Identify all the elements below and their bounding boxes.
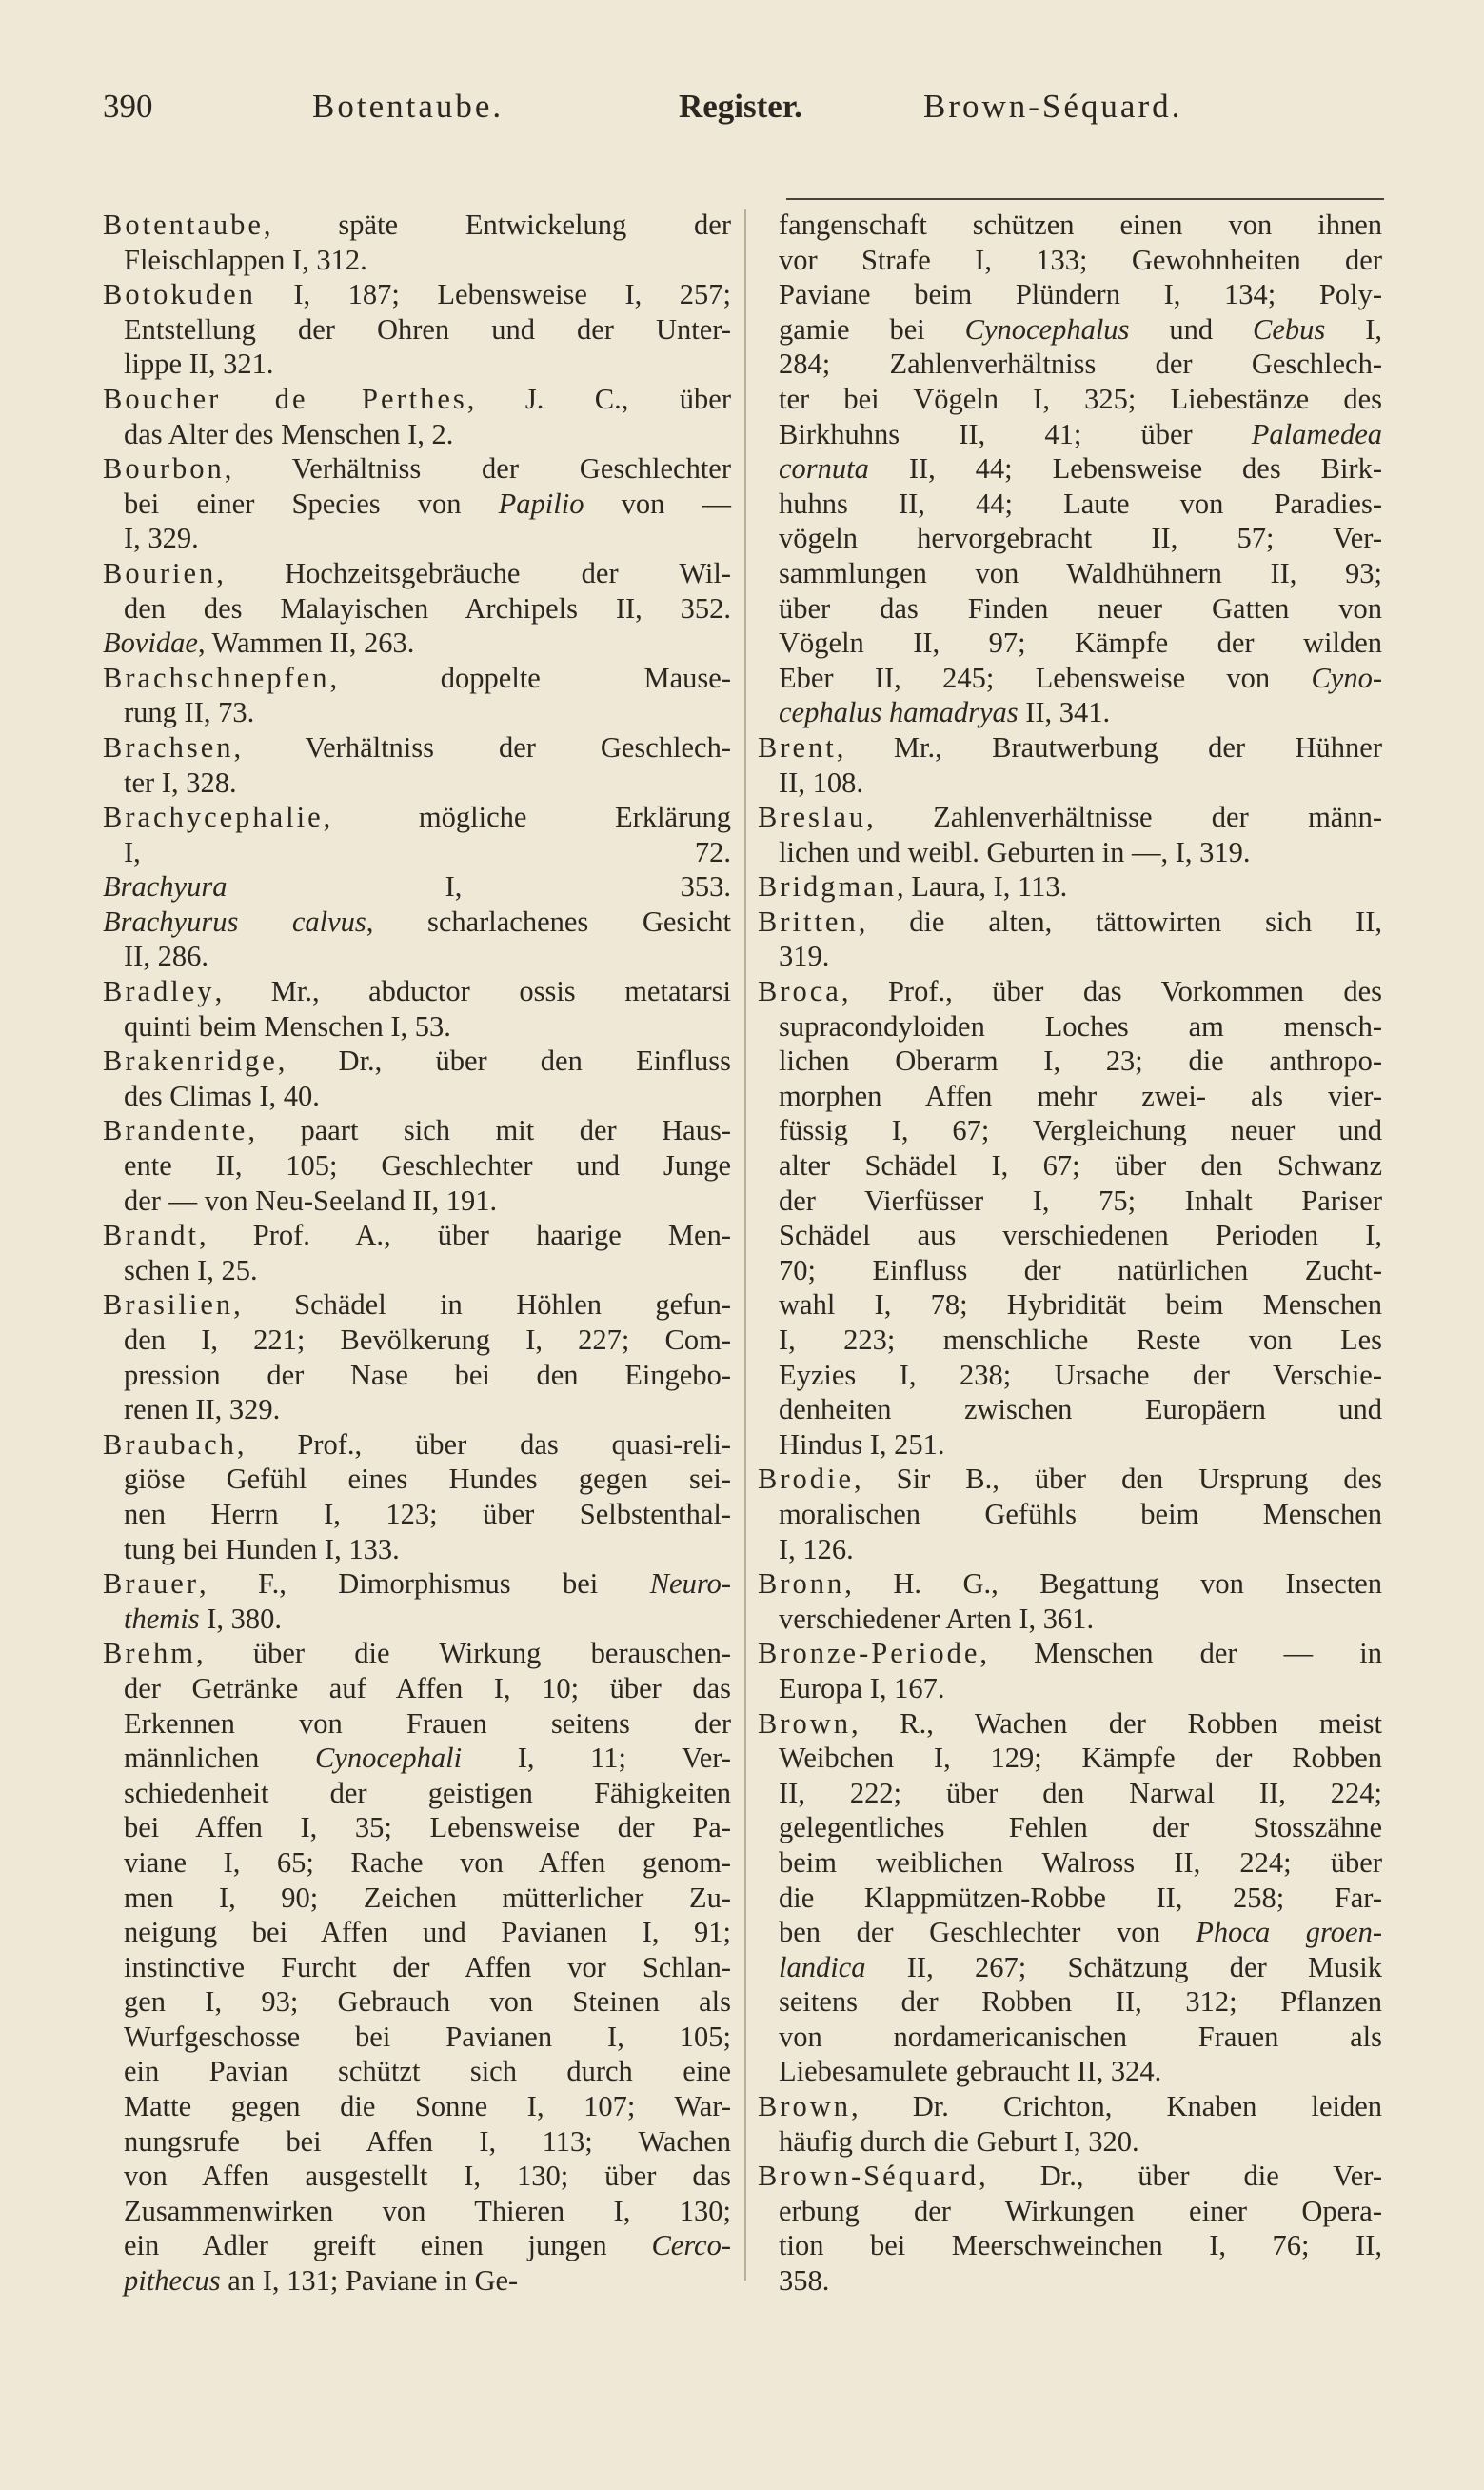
entry-text: an I, 131; Paviane in Ge- xyxy=(220,2264,519,2298)
entry-text: von Affen ausgestellt I, 130; über das xyxy=(124,2160,731,2193)
index-line xyxy=(758,766,1382,801)
entry-text: , Prof., über das Vorkommen des xyxy=(841,975,1382,1008)
index-line xyxy=(103,2054,731,2089)
entry-text: und xyxy=(1129,312,1254,346)
entry-text: Birkhuhns II, 41; über xyxy=(779,417,1252,450)
entry-text: füssig I, 67; Vergleichung neuer und xyxy=(779,1114,1382,1147)
index-line xyxy=(103,800,731,835)
entry-headword: Broca xyxy=(758,975,841,1008)
entry-text: , Schädel in Höhlen gefun- xyxy=(233,1288,731,1322)
entry-headword: Bourien xyxy=(103,556,217,589)
right-guide-word: Brown-Séquard. xyxy=(923,88,1183,125)
index-line xyxy=(758,1602,1382,1637)
entry-text: bei einer Species von xyxy=(124,487,499,520)
entry-text: giöse Gefühl eines Hundes gegen sei- xyxy=(124,1463,731,1496)
index-line xyxy=(103,2089,731,2124)
index-line xyxy=(103,1253,731,1288)
index-line xyxy=(103,939,731,974)
entry-headword: Brandente xyxy=(103,1114,248,1147)
entry-headword: Brown xyxy=(758,2090,852,2123)
entry-text: schiedenheit der geistigen Fähigkeiten xyxy=(124,1776,731,1809)
index-line xyxy=(758,277,1382,312)
entry-text: verschiedener Arten I, 361. xyxy=(779,1602,1095,1635)
index-line xyxy=(103,1113,731,1148)
entry-text: Entstellung der Ohren und der Unter- xyxy=(124,312,731,346)
entry-text: , J. C., über xyxy=(466,382,731,415)
header-rule xyxy=(786,198,1384,200)
entry-text: I, 223; menschliche Reste von Les xyxy=(779,1324,1382,1356)
index-line xyxy=(758,1218,1382,1253)
entry-text: moralischen Gefühls beim Menschen xyxy=(779,1497,1382,1530)
index-line xyxy=(758,1358,1382,1393)
entry-text: tion bei Meerschweinchen I, 76; II, xyxy=(779,2229,1382,2262)
entry-text: fangenschaft schützen einen von ihnen xyxy=(779,209,1382,241)
index-line xyxy=(103,382,731,417)
entry-headword: Braubach xyxy=(103,1427,237,1461)
entry-text: men I, 90; Zeichen mütterlicher Zu- xyxy=(124,1881,731,1914)
entry-text: , Laura, I, 113. xyxy=(897,870,1068,904)
entry-text: bei Affen I, 35; Lebensweise der Pa- xyxy=(124,1811,731,1844)
italic-term: Cynocephali xyxy=(314,1742,463,1775)
entry-text: , Dr. Crichton, Knaben leiden xyxy=(851,2090,1382,2123)
index-line xyxy=(758,2194,1382,2229)
entry-headword: Bridgman xyxy=(758,870,897,904)
entry-text: , späte Entwickelung der xyxy=(263,209,731,241)
entry-text: Eber II, 245; Lebensweise von xyxy=(779,661,1312,694)
index-line xyxy=(758,1323,1382,1358)
index-line xyxy=(758,1915,1382,1950)
entry-headword: Brown-Séquard xyxy=(758,2160,979,2193)
entry-text: I, 329. xyxy=(124,522,199,555)
index-line xyxy=(758,2020,1382,2055)
index-line xyxy=(758,869,1382,905)
italic-term: Cerco- xyxy=(651,2229,731,2262)
italic-term: Brachyurus calvus xyxy=(103,905,366,938)
entry-headword: Bronze-Periode xyxy=(758,1637,980,1670)
entry-headword: Bradley xyxy=(103,975,215,1008)
index-line xyxy=(758,1462,1382,1497)
entry-text: neigung bei Affen und Pavianen I, 91; xyxy=(124,1916,731,1949)
entry-text: I, 72. xyxy=(124,835,731,868)
entry-text: viane I, 65; Rache von Affen genom- xyxy=(124,1845,731,1879)
entry-headword: Brandt xyxy=(103,1219,200,1252)
index-line xyxy=(758,2054,1382,2089)
entry-text: rung II, 73. xyxy=(124,696,255,729)
index-line xyxy=(103,208,731,243)
index-line xyxy=(758,1079,1382,1114)
entry-text: , Mr., Brautwerbung der Hühner xyxy=(836,730,1382,764)
entry-text: , Prof. A., über haarige Men- xyxy=(199,1219,731,1252)
entry-text: Zusammenwirken von Thieren I, 130; xyxy=(124,2194,731,2227)
entry-headword: Bronn xyxy=(758,1567,845,1601)
index-line xyxy=(103,277,731,312)
index-line xyxy=(758,2159,1382,2194)
entry-text: wahl I, 78; Hybridität beim Menschen xyxy=(779,1288,1382,1322)
entry-text: Wurfgeschosse bei Pavianen I, 105; xyxy=(124,2020,731,2053)
entry-headword: Brehm xyxy=(103,1637,197,1670)
entry-text: vor Strafe I, 133; Gewohnheiten der xyxy=(779,243,1382,276)
index-line xyxy=(758,1184,1382,1219)
entry-text: , Sir B., über den Ursprung des xyxy=(854,1463,1382,1496)
index-line xyxy=(103,591,731,627)
entry-text: ente II, 105; Geschlechter und Junge xyxy=(124,1149,731,1183)
index-line xyxy=(758,1427,1382,1463)
index-line xyxy=(758,835,1382,870)
index-line xyxy=(103,487,731,522)
entry-text: gen I, 93; Gebrauch von Steinen als xyxy=(124,1985,731,2019)
index-line xyxy=(103,1044,731,1079)
index-line xyxy=(103,1566,731,1602)
entry-text: Erkennen von Frauen seitens der xyxy=(124,1706,731,1740)
index-line xyxy=(758,1253,1382,1288)
index-line xyxy=(103,243,731,278)
italic-term: cephalus hamadryas xyxy=(779,696,1019,729)
entry-headword: Bourbon xyxy=(103,452,225,486)
index-line xyxy=(103,2124,731,2160)
index-line xyxy=(103,2020,731,2055)
index-line xyxy=(103,1602,731,1637)
index-line xyxy=(758,2089,1382,2124)
italic-term: Bovidae xyxy=(103,627,198,660)
index-line xyxy=(758,1741,1382,1776)
entry-text: , Verhältniss der Geschlechter xyxy=(224,452,731,486)
entry-text: I, 353. xyxy=(227,870,731,904)
index-line xyxy=(758,487,1382,522)
index-line xyxy=(758,347,1382,382)
entry-text: erbung der Wirkungen einer Opera- xyxy=(779,2194,1382,2227)
index-line xyxy=(758,556,1382,591)
entry-text: II, 341. xyxy=(1018,696,1111,729)
entry-text: schen I, 25. xyxy=(124,1253,258,1286)
index-line xyxy=(103,1427,731,1463)
entry-text: vögeln hervorgebracht II, 57; Ver- xyxy=(779,522,1382,555)
index-line xyxy=(758,1636,1382,1671)
entry-headword: Brakenridge xyxy=(103,1045,278,1078)
index-line xyxy=(103,661,731,696)
index-line xyxy=(103,2263,731,2299)
entry-text: lichen und weibl. Geburten in —, I, 319. xyxy=(779,835,1251,868)
index-line xyxy=(758,2228,1382,2263)
index-line xyxy=(103,521,731,556)
index-line xyxy=(103,1323,731,1358)
entry-text: ter bei Vögeln I, 325; Liebestänze des xyxy=(779,382,1382,415)
index-line xyxy=(103,1392,731,1427)
entry-text: I, 187; Lebensweise I, 257; xyxy=(255,278,731,311)
index-line xyxy=(758,382,1382,417)
entry-text: supracondyloiden Loches am mensch- xyxy=(779,1009,1382,1043)
index-column-left xyxy=(103,208,731,2299)
italic-term: Phoca groen- xyxy=(1196,1916,1382,1949)
entry-text: Paviane beim Plündern I, 134; Poly- xyxy=(779,278,1382,311)
index-line xyxy=(103,1009,731,1045)
entry-text: beim weiblichen Walross II, 224; über xyxy=(779,1845,1382,1879)
italic-term: themis xyxy=(124,1602,200,1635)
entry-text: II, 108. xyxy=(779,766,863,799)
entry-text: 70; Einfluss der natürlichen Zucht- xyxy=(779,1253,1382,1286)
entry-headword: Brodie xyxy=(758,1463,855,1496)
index-line xyxy=(758,1566,1382,1602)
entry-text: der Vierfüsser I, 75; Inhalt Pariser xyxy=(779,1184,1382,1217)
index-line xyxy=(103,1984,731,2020)
entry-headword: Botentaube xyxy=(103,209,264,241)
italic-term: Palamedea xyxy=(1251,417,1382,450)
index-line xyxy=(103,1915,731,1950)
entry-text: , Menschen der — in xyxy=(979,1637,1382,1670)
index-line xyxy=(103,451,731,487)
entry-text: , Wammen II, 263. xyxy=(197,627,415,660)
entry-text: tung bei Hunden I, 133. xyxy=(124,1532,400,1565)
entry-text: I, 126. xyxy=(779,1532,854,1565)
entry-text: den I, 221; Bevölkerung I, 227; Com- xyxy=(124,1324,731,1356)
entry-text: Hindus I, 251. xyxy=(779,1427,945,1461)
entry-text: quinti beim Menschen I, 53. xyxy=(124,1009,451,1043)
index-line xyxy=(758,1706,1382,1742)
entry-text: nen Herrn I, 123; über Selbstenthal- xyxy=(124,1497,731,1530)
index-line xyxy=(758,591,1382,627)
index-line xyxy=(103,312,731,348)
entry-headword: Britten xyxy=(758,905,859,938)
index-line xyxy=(758,1671,1382,1706)
index-line xyxy=(103,1462,731,1497)
italic-term: Neuro- xyxy=(649,1567,731,1601)
index-line xyxy=(103,1671,731,1706)
entry-text: , scharlachenes Gesicht xyxy=(366,905,732,938)
italic-term: Brachyura xyxy=(103,870,228,904)
italic-term: Cebus xyxy=(1253,312,1326,346)
index-line xyxy=(103,1636,731,1671)
header-title: Register. xyxy=(679,88,802,125)
running-header xyxy=(103,88,1388,141)
index-line xyxy=(103,1950,731,1985)
italic-term: Cyno- xyxy=(1311,661,1382,694)
entry-text: sammlungen von Waldhühnern II, 93; xyxy=(779,556,1382,589)
entry-text: der Getränke auf Affen I, 10; über das xyxy=(124,1671,731,1704)
index-line xyxy=(758,1497,1382,1532)
index-line xyxy=(103,2159,731,2194)
entry-headword: Brachycephalie xyxy=(103,801,324,834)
entry-text: , über die Wirkung berauschen- xyxy=(196,1637,731,1670)
index-line xyxy=(758,312,1382,348)
index-line xyxy=(758,1810,1382,1845)
index-line xyxy=(103,556,731,591)
entry-text: , Verhältniss der Geschlech- xyxy=(233,730,731,764)
index-line xyxy=(758,1950,1382,1985)
entry-headword: Breslau xyxy=(758,801,867,834)
entry-text: häufig durch die Geburt I, 320. xyxy=(779,2124,1139,2158)
entry-text: ein Pavian schützt sich durch eine xyxy=(124,2055,731,2088)
index-line xyxy=(758,1148,1382,1184)
index-line xyxy=(758,208,1382,243)
entry-text: Matte gegen die Sonne I, 107; War- xyxy=(124,2090,731,2123)
entry-text: , doppelte Mause- xyxy=(329,661,731,694)
index-line xyxy=(103,1497,731,1532)
index-line xyxy=(758,1044,1382,1079)
entry-text: der — von Neu-Seeland II, 191. xyxy=(124,1184,498,1217)
entry-headword: Brachschnepfen xyxy=(103,661,330,694)
index-line xyxy=(758,730,1382,766)
entry-headword: Brown xyxy=(758,1706,852,1740)
entry-text: gelegentliches Fehlen der Stosszähne xyxy=(779,1811,1382,1844)
index-line xyxy=(103,695,731,730)
entry-text: morphen Affen mehr zwei- als vier- xyxy=(779,1079,1382,1112)
entry-text: I, 380. xyxy=(199,1602,283,1635)
entry-text: 319. xyxy=(779,940,830,973)
entry-text: instinctive Furcht der Affen vor Schlan- xyxy=(124,1950,731,1983)
index-line xyxy=(103,1148,731,1184)
index-line xyxy=(103,766,731,801)
entry-text: , paart sich mit der Haus- xyxy=(247,1114,731,1147)
entry-text: Vögeln II, 97; Kämpfe der wilden xyxy=(779,627,1382,660)
entry-text: pression der Nase bei den Eingebo- xyxy=(124,1358,731,1391)
entry-text: , Zahlenverhältnisse der männ- xyxy=(866,801,1382,834)
index-line xyxy=(758,243,1382,278)
index-line xyxy=(103,974,731,1009)
index-line xyxy=(758,2263,1382,2299)
entry-text: alter Schädel I, 67; über den Schwanz xyxy=(779,1149,1382,1183)
index-line xyxy=(758,417,1382,452)
entry-text: Europa I, 167. xyxy=(779,1671,945,1704)
entry-text: I, 11; Ver- xyxy=(462,1742,731,1775)
index-line xyxy=(758,1113,1382,1148)
index-line xyxy=(758,974,1382,1009)
italic-term: Papilio xyxy=(498,487,584,520)
index-line xyxy=(758,626,1382,661)
index-line xyxy=(758,1845,1382,1881)
entry-headword: Brachsen xyxy=(103,730,234,764)
index-line xyxy=(758,1984,1382,2020)
index-line xyxy=(758,905,1382,940)
index-line xyxy=(103,1776,731,1811)
entry-text: des Climas I, 40. xyxy=(124,1079,320,1112)
page-number: 390 xyxy=(103,88,153,125)
entry-text: II, 44; Lebensweise des Birk- xyxy=(868,452,1382,486)
index-line xyxy=(758,1532,1382,1567)
index-line xyxy=(103,869,731,905)
entry-text: , Hochzeitsgebräuche der Wil- xyxy=(216,556,731,589)
column-divider xyxy=(744,209,746,2281)
entry-text: , R., Wachen der Robben meist xyxy=(851,1706,1382,1740)
entry-text: II, 222; über den Narwal II, 224; xyxy=(779,1776,1382,1809)
entry-text: renen II, 329. xyxy=(124,1393,281,1426)
index-line xyxy=(758,695,1382,730)
entry-text: , F., Dimorphismus bei xyxy=(198,1567,650,1601)
entry-headword: Brent xyxy=(758,730,837,764)
index-line xyxy=(103,1358,731,1393)
italic-term: pithecus xyxy=(124,2264,221,2298)
entry-text: Schädel aus verschiedenen Perioden I, xyxy=(779,1219,1382,1252)
entry-text: Weibchen I, 129; Kämpfe der Robben xyxy=(779,1742,1382,1775)
index-line xyxy=(758,800,1382,835)
entry-text: , die alten, tättowirten sich II, xyxy=(858,905,1382,938)
index-line xyxy=(758,1392,1382,1427)
italic-term: cornuta xyxy=(779,452,869,486)
entry-text: nungsrufe bei Affen I, 113; Wachen xyxy=(124,2124,731,2158)
entry-text: , Mr., abductor ossis metatarsi xyxy=(214,975,731,1008)
entry-text: , Prof., über das quasi-reli- xyxy=(236,1427,731,1461)
index-line xyxy=(758,1287,1382,1323)
left-guide-word: Botentaube. xyxy=(312,88,505,125)
entry-headword: Botokuden xyxy=(103,278,256,311)
index-line xyxy=(103,1845,731,1881)
entry-text: Liebesamulete gebraucht II, 324. xyxy=(779,2055,1162,2088)
index-line xyxy=(103,1810,731,1845)
entry-text: , Dr., über die Ver- xyxy=(979,2160,1382,2193)
entry-text: das Alter des Menschen I, 2. xyxy=(124,417,454,450)
index-line xyxy=(758,521,1382,556)
entry-headword: Boucher de Perthes xyxy=(103,382,467,415)
index-line xyxy=(103,1532,731,1567)
entry-text: über das Finden neuer Gatten von xyxy=(779,591,1382,625)
index-line xyxy=(758,1009,1382,1045)
index-line xyxy=(758,661,1382,696)
index-line xyxy=(103,1184,731,1219)
entry-text: ein Adler greift einen jungen xyxy=(124,2229,652,2262)
index-line xyxy=(103,730,731,766)
index-line xyxy=(103,1741,731,1776)
entry-headword: Brauer xyxy=(103,1567,199,1601)
entry-text: ben der Geschlechter von xyxy=(779,1916,1197,1949)
index-line xyxy=(103,2194,731,2229)
index-line xyxy=(103,1706,731,1742)
entry-text: ter I, 328. xyxy=(124,766,237,799)
entry-text: I, xyxy=(1325,312,1382,346)
entry-text: denheiten zwischen Europäern und xyxy=(779,1393,1382,1426)
index-line xyxy=(758,939,1382,974)
index-line xyxy=(103,1287,731,1323)
index-line xyxy=(103,417,731,452)
entry-text: , mögliche Erklärung xyxy=(323,801,731,834)
entry-text: die Klappmützen-Robbe II, 258; Far- xyxy=(779,1881,1382,1914)
entry-text: von — xyxy=(584,487,731,520)
index-line xyxy=(103,347,731,382)
index-line xyxy=(103,2228,731,2263)
entry-text: den des Malayischen Archipels II, 352. xyxy=(124,591,731,625)
index-line xyxy=(758,1776,1382,1811)
entry-text: lichen Oberarm I, 23; die anthropo- xyxy=(779,1045,1382,1078)
index-line xyxy=(103,835,731,870)
entry-text: 284; Zahlenverhältniss der Geschlech- xyxy=(779,348,1382,381)
entry-text: huhns II, 44; Laute von Paradies- xyxy=(779,487,1382,520)
entry-text: 358. xyxy=(779,2264,830,2298)
index-line xyxy=(103,1218,731,1253)
entry-text: seitens der Robben II, 312; Pflanzen xyxy=(779,1985,1382,2019)
index-line xyxy=(103,905,731,940)
entry-text: Eyzies I, 238; Ursache der Verschie- xyxy=(779,1358,1382,1391)
entry-text: gamie bei xyxy=(779,312,965,346)
entry-headword: Brasilien xyxy=(103,1288,234,1322)
entry-text: Fleischlappen I, 312. xyxy=(124,243,367,276)
italic-term: landica xyxy=(779,1950,866,1983)
index-line xyxy=(103,1881,731,1916)
entry-text: lippe II, 321. xyxy=(124,348,274,381)
italic-term: Cynocephalus xyxy=(964,312,1130,346)
index-column-right xyxy=(758,208,1382,2299)
index-line xyxy=(758,1881,1382,1916)
index-line xyxy=(758,2124,1382,2160)
entry-text: , H. G., Begattung von Insecten xyxy=(844,1567,1382,1601)
entry-text: II, 267; Schätzung der Musik xyxy=(865,1950,1382,1983)
index-line xyxy=(103,626,731,661)
entry-text: II, 286. xyxy=(124,940,208,973)
entry-text: männlichen xyxy=(124,1742,315,1775)
entry-text: , Dr., über den Einfluss xyxy=(277,1045,731,1078)
index-line xyxy=(103,1079,731,1114)
entry-text: von nordamericanischen Frauen als xyxy=(779,2020,1382,2053)
index-line xyxy=(758,451,1382,487)
